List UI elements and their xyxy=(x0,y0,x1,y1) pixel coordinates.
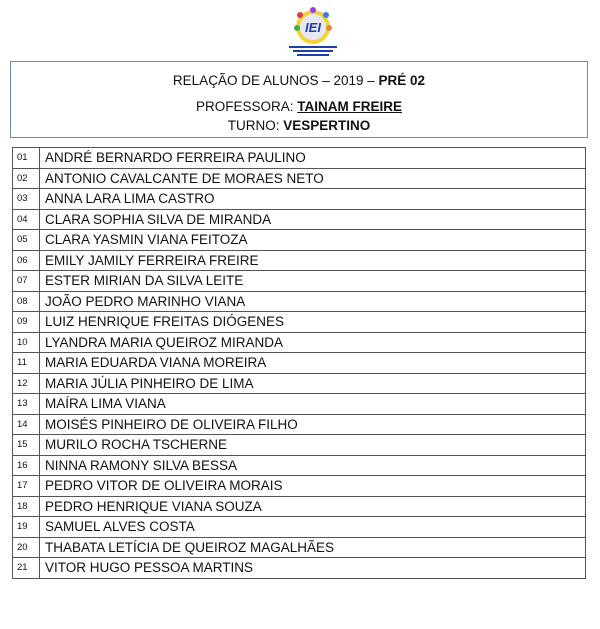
student-name: ANDRÉ BERNARDO FERREIRA PAULINO xyxy=(40,148,586,169)
student-number: 17 xyxy=(13,476,40,497)
student-number: 07 xyxy=(13,271,40,292)
class-name: PRÉ 02 xyxy=(378,73,426,88)
title-prefix: RELAÇÃO DE ALUNOS – 2019 – xyxy=(172,73,379,88)
student-number: 10 xyxy=(13,332,40,353)
student-name: PEDRO VITOR DE OLIVEIRA MORAIS xyxy=(40,476,586,497)
student-name: MARIA JÚLIA PINHEIRO DE LIMA xyxy=(40,373,586,394)
student-name: VITOR HUGO PESSOA MARTINS xyxy=(40,558,586,579)
student-name: MURILO ROCHA TSCHERNE xyxy=(40,435,586,456)
document-title xyxy=(11,73,587,88)
student-name: ANNA LARA LIMA CASTRO xyxy=(40,189,586,210)
student-number: 06 xyxy=(13,250,40,271)
table-row xyxy=(13,558,586,579)
student-name: PEDRO HENRIQUE VIANA SOUZA xyxy=(40,496,586,517)
student-number: 04 xyxy=(13,209,40,230)
student-name: NINNA RAMONY SILVA BESSA xyxy=(40,455,586,476)
student-name: EMILY JAMILY FERREIRA FREIRE xyxy=(40,250,586,271)
shift-label: TURNO: xyxy=(227,118,284,133)
student-name: CLARA SOPHIA SILVA DE MIRANDA xyxy=(40,209,586,230)
table-row xyxy=(13,496,586,517)
header-box xyxy=(10,61,588,138)
table-row xyxy=(13,414,586,435)
table-row xyxy=(13,291,586,312)
student-number: 01 xyxy=(13,148,40,169)
table-row xyxy=(13,230,586,251)
table-row xyxy=(13,271,586,292)
school-logo xyxy=(281,6,345,60)
table-row xyxy=(13,476,586,497)
student-name: SAMUEL ALVES COSTA xyxy=(40,517,586,538)
table-row xyxy=(13,353,586,374)
table-row xyxy=(13,537,586,558)
student-name: LYANDRA MARIA QUEIROZ MIRANDA xyxy=(40,332,586,353)
student-number: 05 xyxy=(13,230,40,251)
student-name: CLARA YASMIN VIANA FEITOZA xyxy=(40,230,586,251)
logo-text: IEI xyxy=(305,20,321,35)
table-row xyxy=(13,168,586,189)
table-row xyxy=(13,394,586,415)
table-row xyxy=(13,332,586,353)
student-number: 16 xyxy=(13,455,40,476)
student-number: 15 xyxy=(13,435,40,456)
teacher-line xyxy=(11,99,587,114)
student-number: 20 xyxy=(13,537,40,558)
student-number: 09 xyxy=(13,312,40,333)
teacher-name: TAINAM FREIRE xyxy=(297,99,403,114)
shift-line xyxy=(11,118,587,133)
student-name: MARIA EDUARDA VIANA MOREIRA xyxy=(40,353,586,374)
student-number: 18 xyxy=(13,496,40,517)
table-row xyxy=(13,312,586,333)
table-row xyxy=(13,435,586,456)
teacher-label: PROFESSORA: xyxy=(195,99,298,114)
student-number: 11 xyxy=(13,353,40,374)
shift-value: VESPERTINO xyxy=(283,118,371,133)
table-row xyxy=(13,189,586,210)
student-name: MOISÉS PINHEIRO DE OLIVEIRA FILHO xyxy=(40,414,586,435)
student-number: 03 xyxy=(13,189,40,210)
student-number: 14 xyxy=(13,414,40,435)
table-row xyxy=(13,373,586,394)
student-name: JOÃO PEDRO MARINHO VIANA xyxy=(40,291,586,312)
student-number: 02 xyxy=(13,168,40,189)
table-row xyxy=(13,148,586,169)
student-number: 12 xyxy=(13,373,40,394)
table-row xyxy=(13,209,586,230)
student-name: ANTONIO CAVALCANTE DE MORAES NETO xyxy=(40,168,586,189)
table-row xyxy=(13,250,586,271)
student-name: THABATA LETÍCIA DE QUEIROZ MAGALHÃES xyxy=(40,537,586,558)
table-row xyxy=(13,455,586,476)
student-table xyxy=(12,147,586,579)
student-name: MAÍRA LIMA VIANA xyxy=(40,394,586,415)
student-table-body xyxy=(13,148,586,579)
student-name: ESTER MIRIAN DA SILVA LEITE xyxy=(40,271,586,292)
student-number: 21 xyxy=(13,558,40,579)
student-number: 13 xyxy=(13,394,40,415)
student-name: LUIZ HENRIQUE FREITAS DIÓGENES xyxy=(40,312,586,333)
student-number: 19 xyxy=(13,517,40,538)
student-number: 08 xyxy=(13,291,40,312)
table-row xyxy=(13,517,586,538)
